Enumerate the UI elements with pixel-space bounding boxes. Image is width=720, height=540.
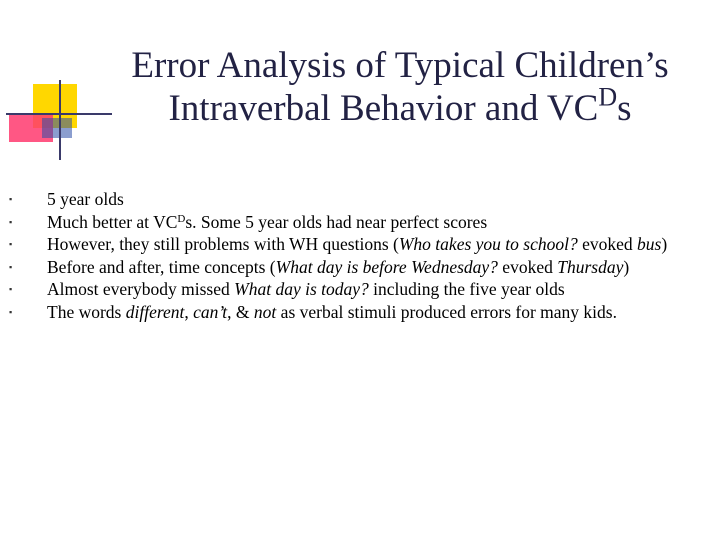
italic-example: What day is before Wednesday? xyxy=(275,256,498,277)
slide-title xyxy=(80,44,720,130)
bullet-item xyxy=(0,211,720,234)
italic-example: not xyxy=(253,301,277,322)
bullet-text: , & xyxy=(227,301,254,322)
bullet-text: , xyxy=(184,301,194,322)
bullet-item xyxy=(0,233,720,256)
title-line-2 xyxy=(80,82,720,130)
title-text: Intraverbal Behavior and VC xyxy=(168,88,599,129)
bullet-text: evoked xyxy=(577,234,638,254)
bullet-text: as verbal stimuli produced errors for many kids. xyxy=(276,301,617,322)
bullet-text: Almost everybody missed xyxy=(47,279,235,299)
italic-example: Thursday xyxy=(557,256,624,277)
bullet-text: ) xyxy=(661,234,668,254)
bullet-text: s. Some 5 year olds had near perfect scores xyxy=(185,211,488,232)
bullet-text: ) xyxy=(623,256,630,277)
italic-example: bus xyxy=(637,234,662,254)
italic-example: What day is today? xyxy=(234,279,369,299)
title-suffix: s xyxy=(617,88,632,129)
bullet-text: evoked xyxy=(497,256,558,277)
bullet-text: However, they still problems with WH questions ( xyxy=(47,234,399,254)
bullet-text: Before and after, time concepts ( xyxy=(47,256,276,277)
bullet-text: The words xyxy=(47,301,126,322)
bullet-text: 5 year olds xyxy=(47,189,124,209)
title-line-1: Error Analysis of Typical Children’s xyxy=(131,45,669,86)
bullet-text: Much better at VC xyxy=(47,211,178,232)
italic-example: different xyxy=(125,301,185,322)
italic-example: Who takes you to school? xyxy=(398,234,578,254)
superscript: D xyxy=(177,212,186,225)
blue-square-decoration xyxy=(42,118,72,138)
bullet-item xyxy=(0,301,720,324)
title-superscript: D xyxy=(598,82,618,112)
bullet-item xyxy=(0,188,720,211)
bullet-item xyxy=(0,256,720,279)
vertical-line-decoration xyxy=(59,80,61,160)
bullet-item xyxy=(0,278,720,301)
italic-example: can’t xyxy=(193,301,228,322)
bullet-list xyxy=(0,188,720,323)
bullet-text: including the five year olds xyxy=(368,279,565,299)
